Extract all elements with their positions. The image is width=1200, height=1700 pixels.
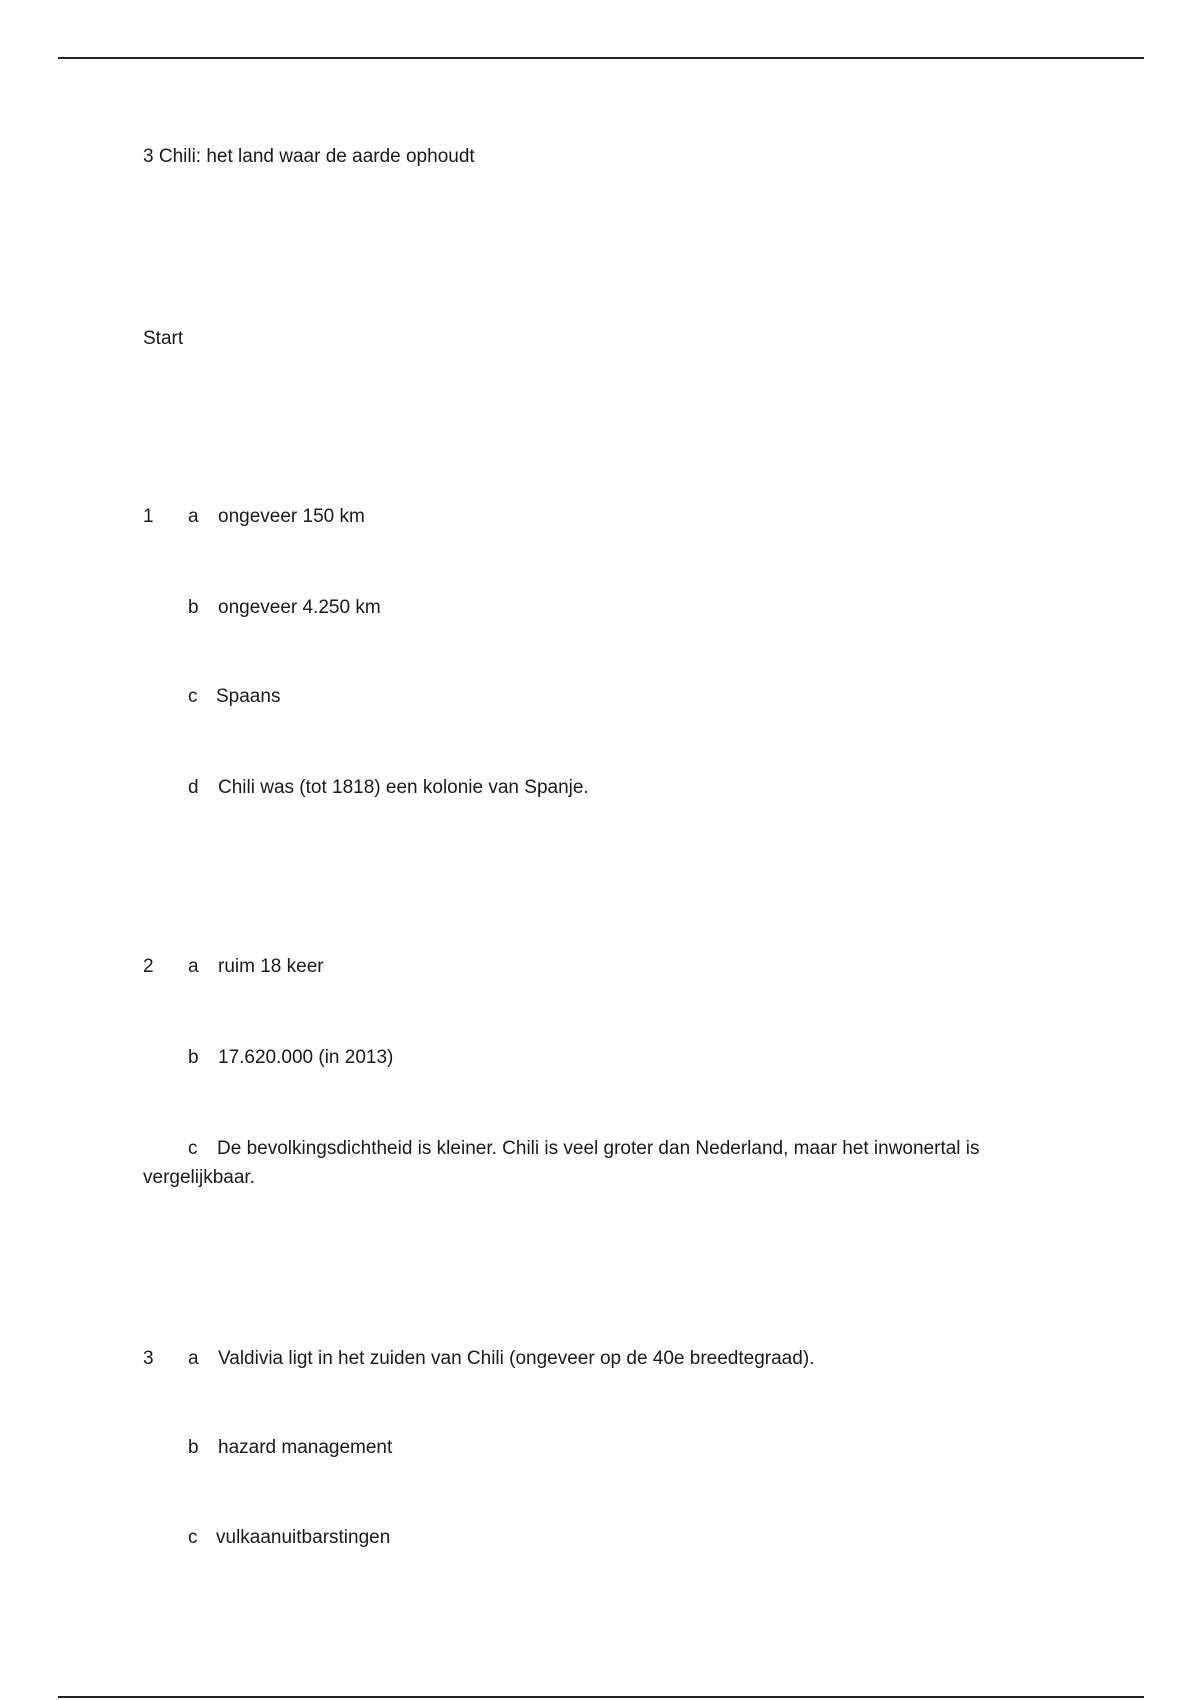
answer-text: Spaans: [216, 686, 281, 707]
answer-letter: c: [188, 686, 198, 707]
answer-letter: a: [188, 956, 199, 977]
question-number: 2: [143, 956, 154, 977]
answer-letter: c: [188, 1527, 198, 1548]
answer-paragraph: [143, 1134, 1063, 1192]
answer-text: Chili was (tot 1818) een kolonie van Spanje.: [218, 777, 589, 798]
header-rule: [58, 57, 1144, 59]
answer-text: Valdivia ligt in het zuiden van Chili (ongeveer op de 40e breedtegraad).: [218, 1348, 815, 1369]
answer-text: 17.620.000 (in 2013): [218, 1047, 394, 1068]
footer-rule: [58, 1696, 1144, 1698]
answer-text: ruim 18 keer: [218, 956, 324, 977]
answer-letter: d: [188, 777, 199, 798]
answer-letter: b: [188, 1047, 199, 1068]
answer-text: hazard management: [218, 1437, 393, 1458]
answer-letter: b: [188, 597, 199, 618]
answer-text: vulkaanuitbarstingen: [216, 1527, 391, 1548]
answer-letter: a: [188, 1348, 199, 1369]
page-title: 3 Chili: het land waar de aarde ophoudt: [143, 146, 475, 167]
answer-text: ongeveer 4.250 km: [218, 597, 381, 618]
answer-letter: c: [188, 1138, 198, 1159]
question-number: 3: [143, 1348, 154, 1369]
section-heading: Start: [143, 328, 184, 349]
answer-letter: a: [188, 506, 199, 527]
answer-text: De bevolkingsdichtheid is kleiner. Chili is veel groter dan Nederland, maar het inwonertal is vergelijkbaar.: [143, 1138, 980, 1188]
question-number: 1: [143, 506, 154, 527]
answer-letter: b: [188, 1437, 199, 1458]
answer-text: ongeveer 150 km: [218, 506, 365, 527]
